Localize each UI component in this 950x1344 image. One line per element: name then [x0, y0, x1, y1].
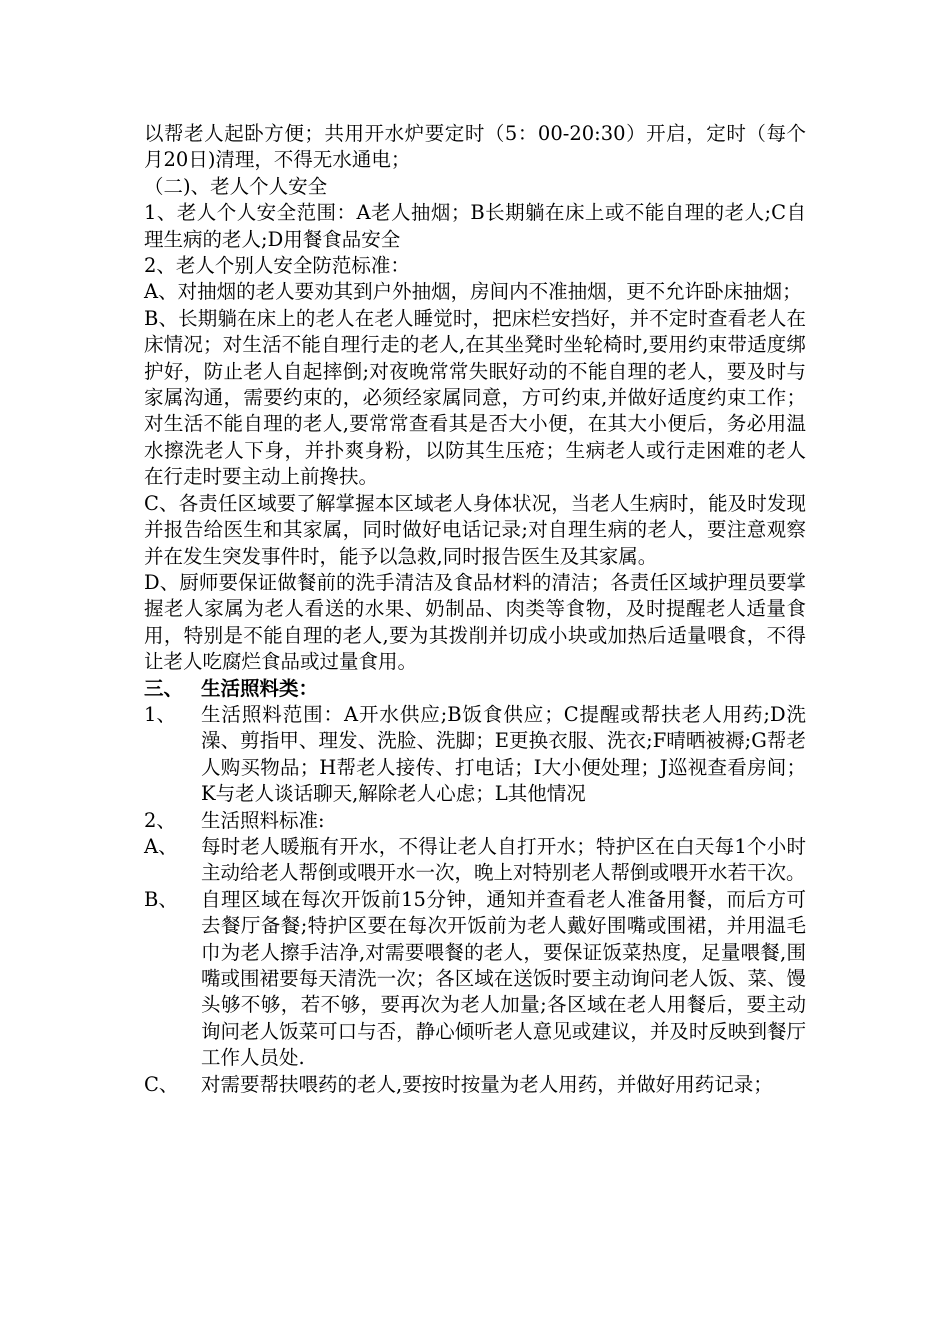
paragraph-water-heater: 以帮老人起卧方便；共用开水炉要定时（5：00-20:30）开启，定时（每个月20日)清理，不得无水通电；: [144, 122, 806, 172]
list-item-medication: [144, 1072, 806, 1098]
list-marker: C、: [144, 1072, 179, 1096]
paragraph-safety-standard-title: 2、老人个别人安全防范标准：: [144, 254, 410, 278]
list-item-meals: [144, 887, 806, 1072]
list-item-care-standard: [144, 808, 806, 834]
list-marker: 2、: [144, 808, 176, 832]
section-title: 生活照料类：: [201, 676, 319, 700]
list-marker: 1、: [144, 702, 176, 726]
section-marker: 三、: [144, 676, 184, 700]
list-item-text: 自理区域在每次开饭前15分钟，通知并查看老人准备用餐，而后方可去餐厅备餐;特护区要在每次开饭前为老人戴好围嘴或围裙，并用温毛巾为老人擦手洁净,对需要喂餐的老人，要保证饭菜热度，足量喂餐,围嘴或围裙要每天清洗一次；各区域在送饭时要主动询问老人饭、菜、馒头够不够，若不够，要再次为老人加量;各区域在老人用餐后，要主动询问老人饭菜可口与否，静心倾听老人意见或建议，并及时反映到餐厅工作人员处.: [201, 887, 806, 1070]
list-marker: B、: [144, 887, 178, 911]
list-item-hot-water: [144, 834, 806, 887]
list-item-text: 每时老人暖瓶有开水，不得让老人自打开水；特护区在白天每1个小时主动给老人帮倒或喂开水一次，晚上对特别老人帮倒或喂开水若干次。: [201, 834, 806, 885]
list-marker: A、: [144, 834, 178, 858]
paragraph-food-safety: D、厨师要保证做餐前的洗手清洁及食品材料的清洁；各责任区域护理员要掌握老人家属为老人看送的水果、奶制品、肉类等食物，及时提醒老人适量食用，特别是不能自理的老人,要为其拨削并切成小块或加热后适量喂食，不得让老人吃腐烂食品或过量食用。: [144, 570, 806, 674]
subsection-heading-personal-safety: （二)、老人个人安全: [144, 174, 328, 198]
paragraph-illness: C、各责任区域要了解掌握本区域老人身体状况，当老人生病时，能及时发现并报告给医生和其家属，同时做好电话记录;对自理生病的老人，要注意观察并在发生突发事件时，能予以急救,同时报告医生及其家属。: [144, 491, 806, 568]
document-body: [144, 121, 806, 1098]
paragraph-bedridden: B、长期躺在床上的老人在老人睡觉时，把床栏安挡好，并不定时查看老人在床情况；对生活不能自理行走的老人,在其坐凳时坐轮椅时,要用约束带适度绑护好，防止老人自起摔倒;对夜晚常常失眠好动的不能自理的老人，要及时与家属沟通，需要约束的，必须经家属同意，方可约束,并做好适度约束工作；对生活不能自理的老人,要常常查看其是否大小便，在其大小便后，务必用温水擦洗老人下身，并扑爽身粉，以防其生压疮；生病老人或行走困难的老人在行走时要主动上前搀扶。: [144, 306, 806, 489]
paragraph-smoking: A、对抽烟的老人要劝其到户外抽烟，房间内不准抽烟，更不允许卧床抽烟；: [144, 280, 802, 304]
list-item-care-scope: [144, 702, 806, 808]
list-item-text: 生活照料范围：A开水供应;B饭食供应；C提醒或帮扶老人用药;D洗澡、剪指甲、理发、洗脸、洗脚；E更换衣服、洗衣;F晴晒被褥;G帮老人购买物品；H帮老人接传、打电话；I大小便处理；J巡视查看房间；K与老人谈话聊天,解除老人心虑；L其他情况: [201, 702, 806, 806]
list-item-text: 生活照料标准:: [201, 808, 325, 832]
list-item-text: 对需要帮扶喂药的老人,要按时按量为老人用药，并做好用药记录；: [201, 1072, 773, 1096]
section-heading-daily-care: [144, 676, 806, 702]
paragraph-safety-scope: 1、老人个人安全范围：A老人抽烟；B长期躺在床上或不能自理的老人;C自理生病的老人;D用餐食品安全: [144, 201, 806, 251]
